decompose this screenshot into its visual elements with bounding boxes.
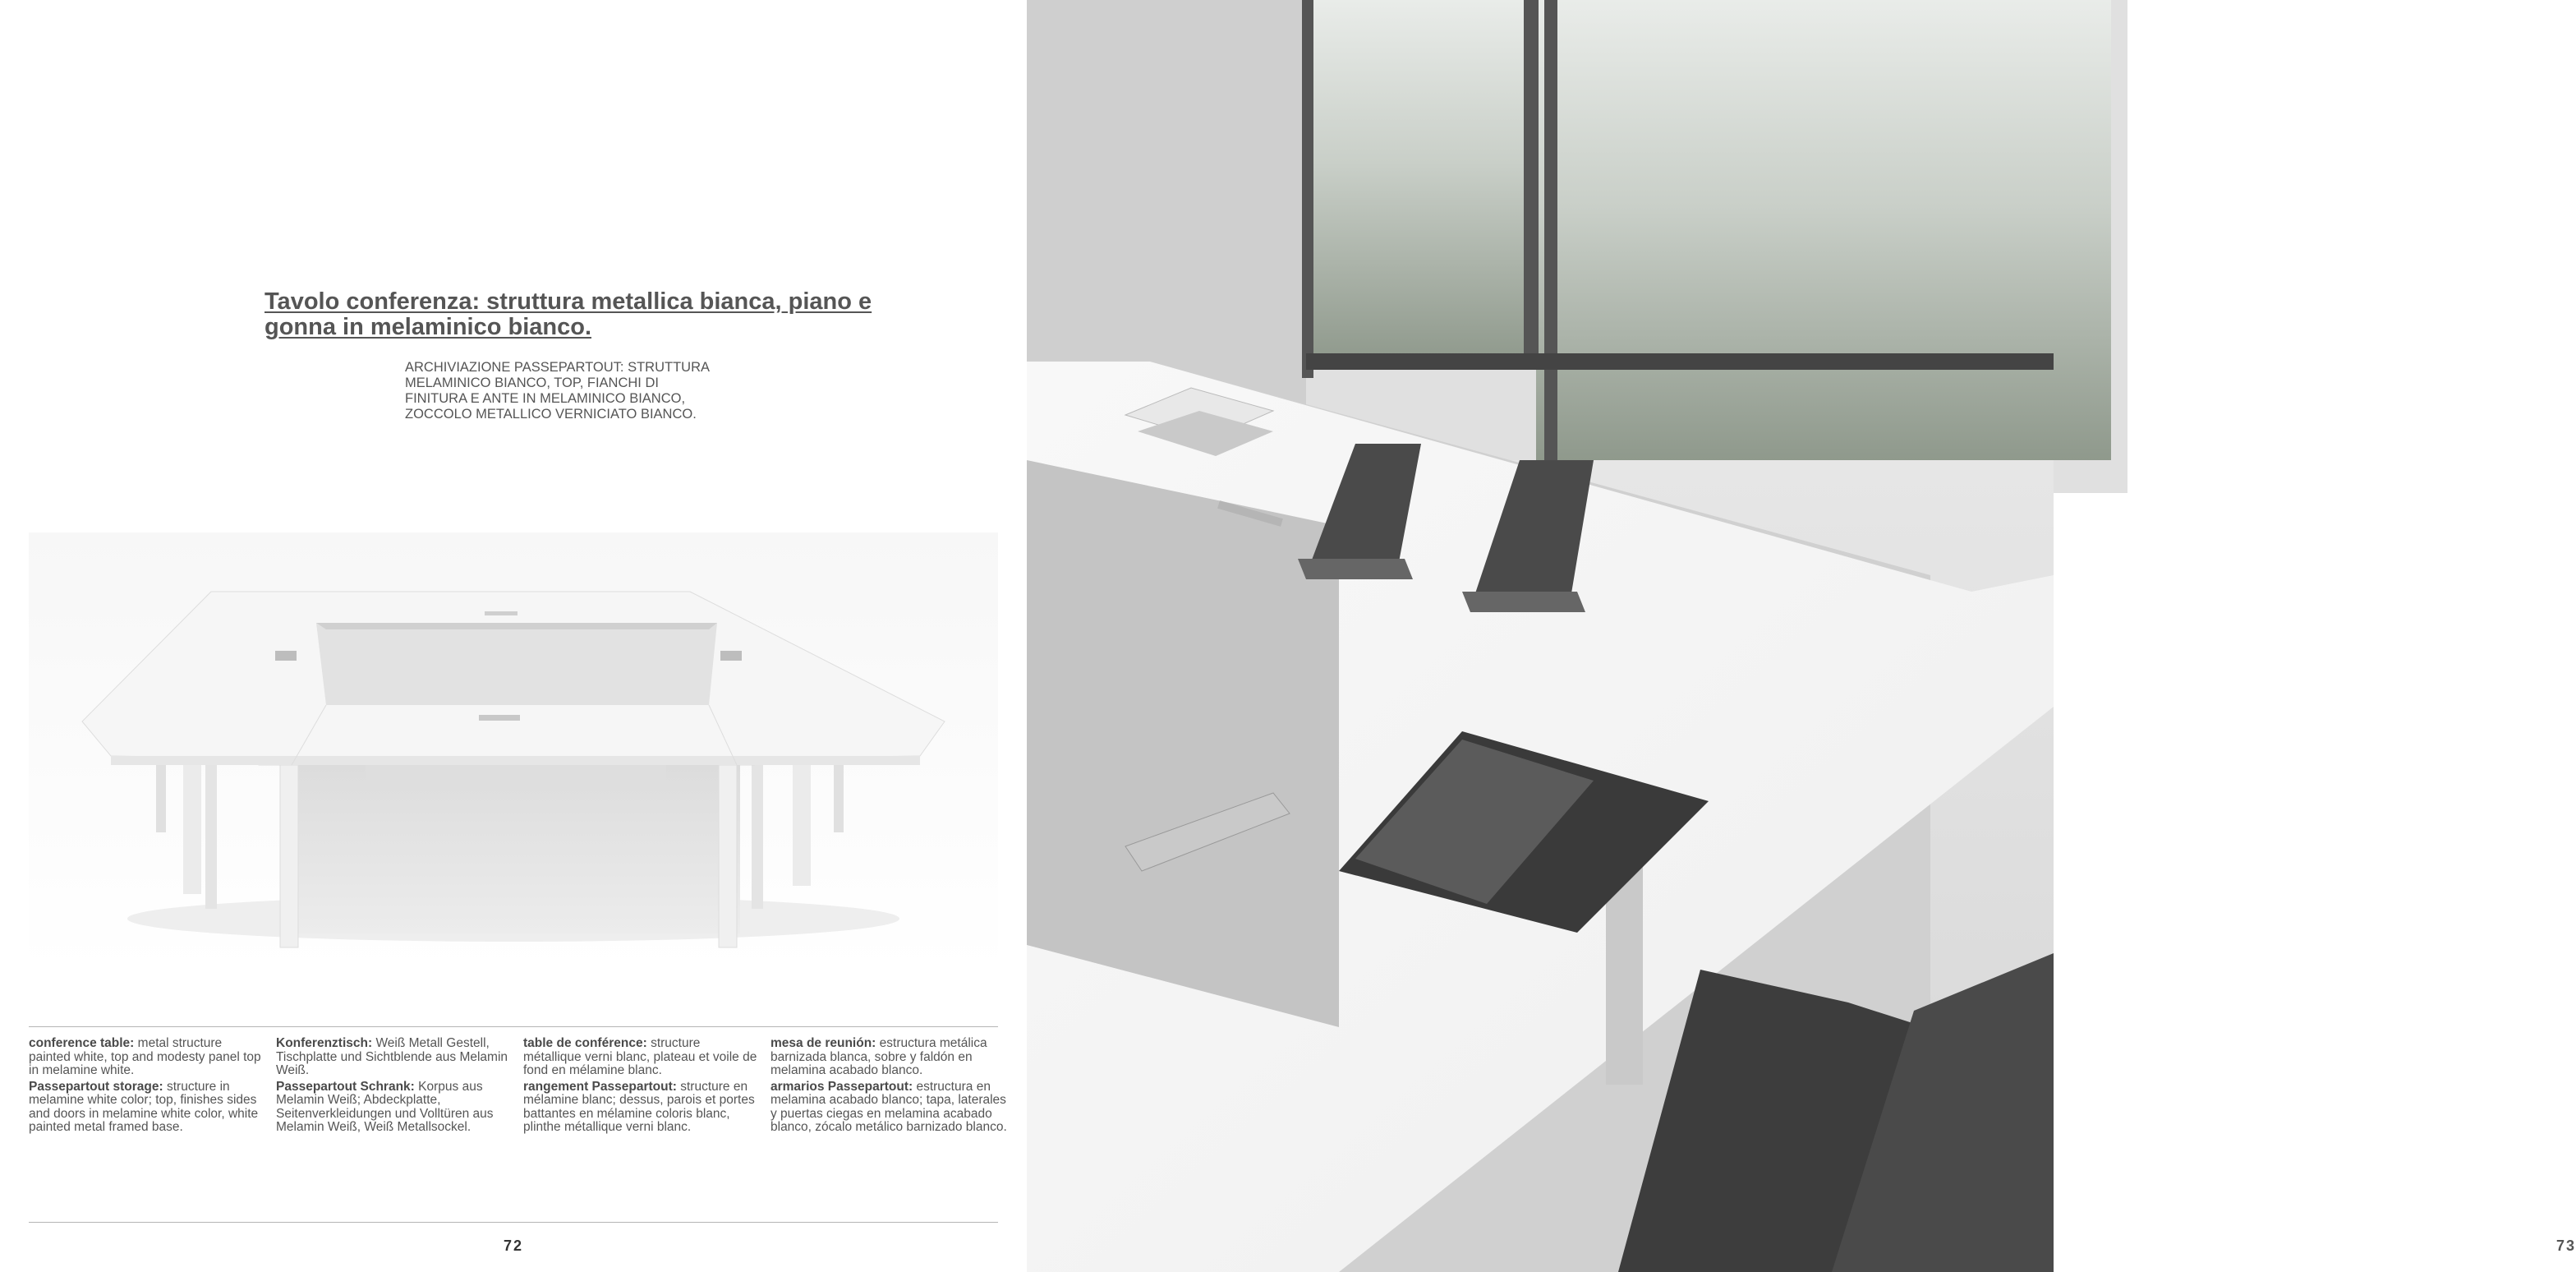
table-label: table de conférence: <box>523 1036 647 1050</box>
table-label: conference table: <box>29 1036 135 1050</box>
subtitle-line-4: ZOCCOLO METALLICO VERNICIATO BIANCO. <box>405 407 697 422</box>
storage-label: Passepartout storage: <box>29 1079 163 1094</box>
description-es <box>770 1037 1009 1137</box>
storage-text: structure en mélamine blanc; dessus, parois et portes battantes en mélamine coloris blanc, plinthe métallique verni blanc. <box>523 1079 755 1134</box>
description-de <box>276 1037 514 1137</box>
subtitle-line-2: MELAMINICO BIANCO, TOP, FIANCHI DI <box>405 376 659 390</box>
page-number-left: 72 <box>504 1237 524 1254</box>
subtitle-line-1: ARCHIVIAZIONE PASSEPARTOUT: STRUTTURA <box>405 360 711 375</box>
page-number-right: 73 <box>2556 1237 2576 1254</box>
right-page <box>1027 0 2576 1272</box>
table-text: metal structure painted white, top and modesty panel top in melamine white. <box>29 1036 261 1077</box>
subtitle-line-3: FINITURA E ANTE IN MELAMINICO BIANCO, <box>405 391 686 406</box>
storage-text: structure in melamine white color; top, finishes sides and doors in melamine white color, white painted metal framed base. <box>29 1079 259 1134</box>
office-scene-image <box>1027 0 2054 1272</box>
storage-label: rangement Passepartout: <box>523 1079 677 1094</box>
description-en <box>29 1037 267 1137</box>
table-label: mesa de reunión: <box>770 1036 876 1050</box>
divider-top <box>29 1026 998 1027</box>
conference-table-product-image <box>29 532 998 972</box>
table-text: structure métallique verni blanc, plateau et voile de fond en mélamine blanc. <box>523 1036 757 1077</box>
storage-label: armarios Passepartout: <box>770 1079 913 1094</box>
table-text: estructura metálica barnizada blanca, sobre y faldón en melamina acabado blanco. <box>770 1036 987 1077</box>
page-title <box>264 289 971 340</box>
divider-bottom <box>29 1222 998 1223</box>
description-fr <box>523 1037 761 1137</box>
table-text: Weiß Metall Gestell, Tischplatte und Sichtblende aus Melamin Weiß. <box>276 1036 508 1077</box>
left-page <box>0 0 1027 1272</box>
storage-subtitle <box>405 360 750 422</box>
title-line-2: gonna in melaminico bianco. <box>264 314 591 340</box>
storage-text: estructura en melamina acabado blanco; tapa, laterales y puertas ciegas en melamina acabado blanco, zócalo metálico barnizado blanco. <box>770 1079 1007 1134</box>
storage-text: Korpus aus Melamin Weiß; Abdeckplatte, Seitenverkleidungen und Volltüren aus Melamin Weiß, Weiß Metallsockel. <box>276 1079 494 1134</box>
table-label: Konferenztisch: <box>276 1036 373 1050</box>
storage-label: Passepartout Schrank: <box>276 1079 415 1094</box>
title-line-1: Tavolo conferenza: struttura metallica bianca, piano e <box>264 288 872 315</box>
